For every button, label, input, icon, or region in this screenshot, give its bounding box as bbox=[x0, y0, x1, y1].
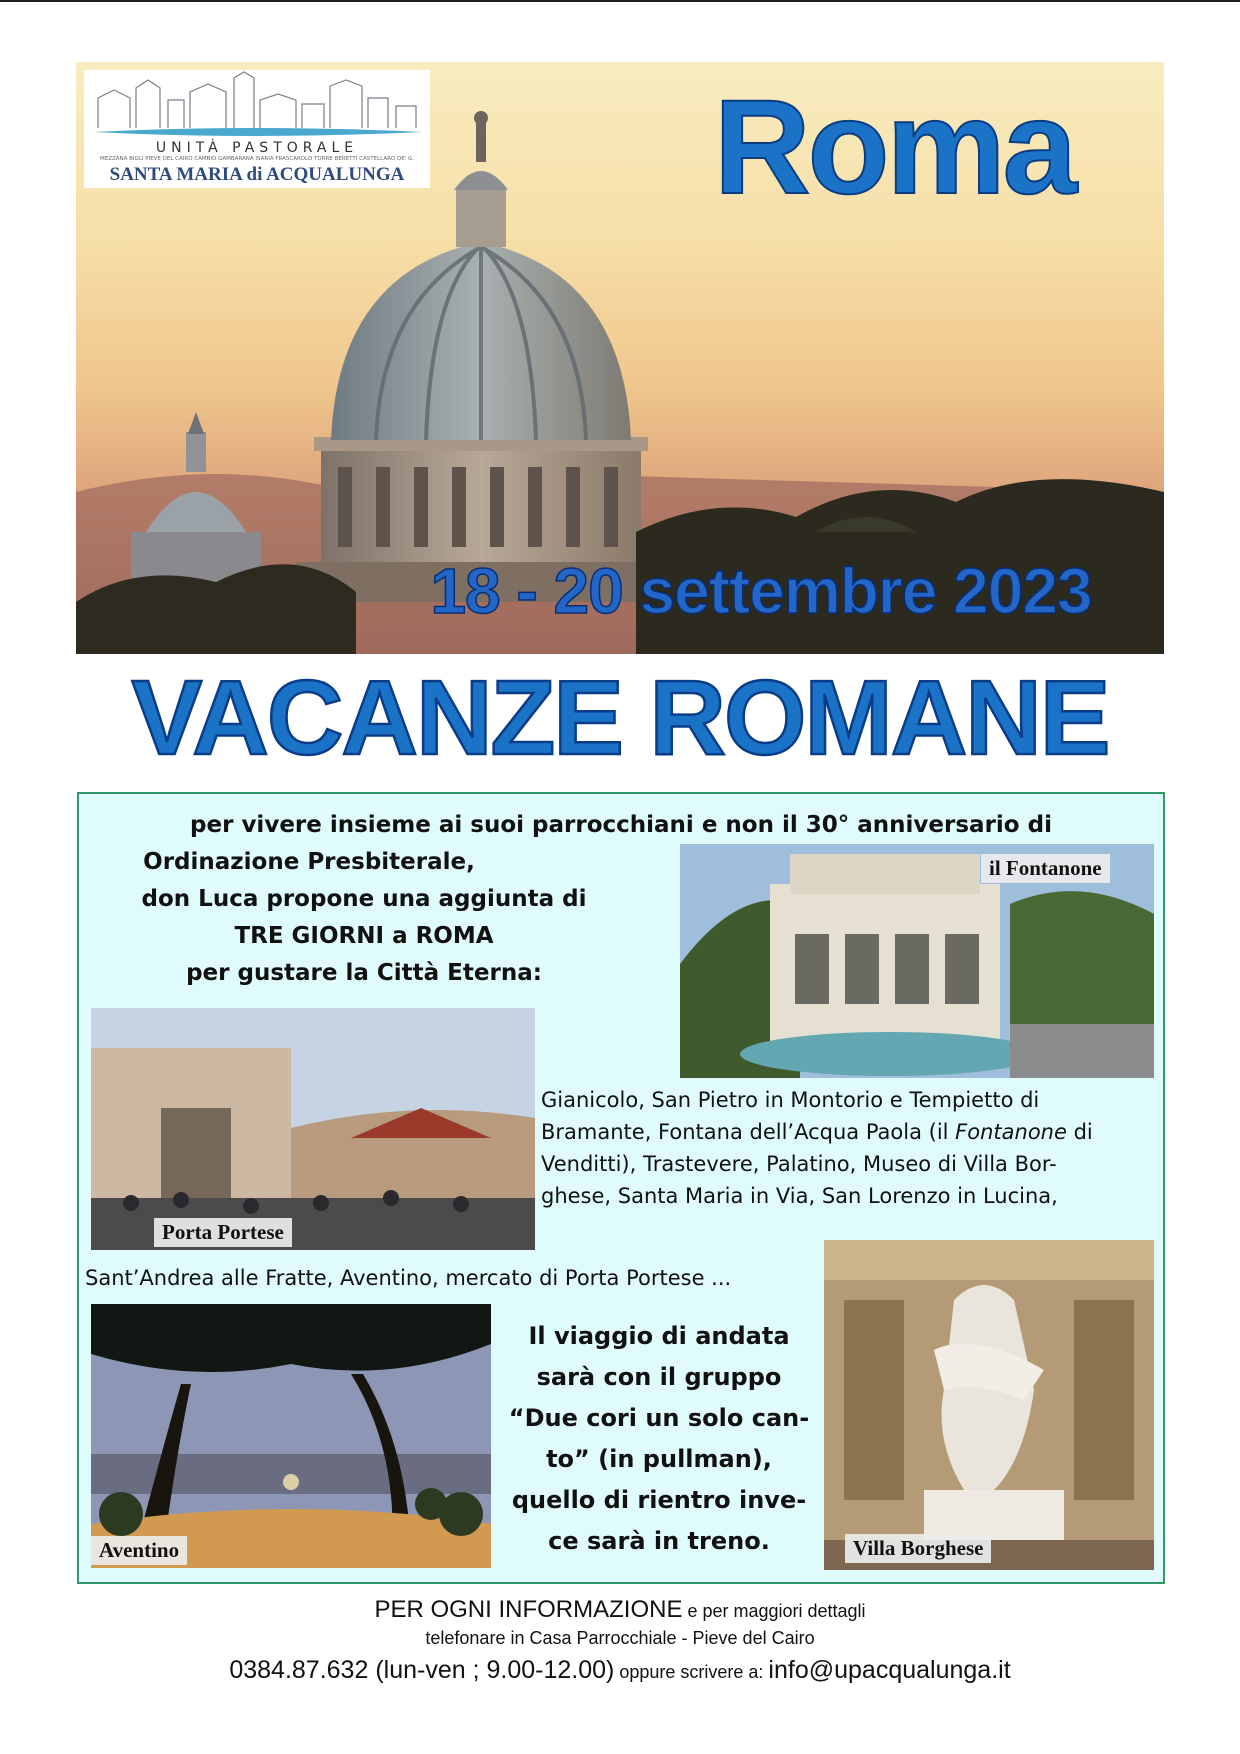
hero-image bbox=[76, 62, 1164, 654]
trip-text bbox=[499, 1316, 819, 1562]
places-line-1: Gianicolo, San Pietro in Montorio e Tempietto di bbox=[541, 1088, 1040, 1112]
places-line-5: Sant’Andrea alle Fratte, Aventino, mercato di Porta Portese ... bbox=[85, 1266, 732, 1290]
intro-line-5: per gustare la Città Eterna: bbox=[186, 960, 542, 986]
intro-line-1: per vivere insieme ai suoi parrocchiani e non il 30° anniversario di bbox=[190, 812, 1052, 838]
skyline-logo-icon bbox=[84, 70, 430, 142]
footer-info-bold: PER OGNI INFORMAZIONE bbox=[374, 1596, 683, 1623]
trip-line-2: sarà con il gruppo bbox=[536, 1363, 782, 1391]
intro-line-3: don Luca propone una aggiunta di bbox=[141, 886, 587, 912]
content-box bbox=[77, 792, 1165, 1584]
places-line-2-start: Bramante, Fontana dell’Acqua Paola (il bbox=[541, 1120, 956, 1144]
footer-email-link[interactable]: info@upacqualunga.it bbox=[768, 1656, 1011, 1684]
top-rule bbox=[0, 0, 1240, 2]
logo-line-1: UNITÀ PASTORALE bbox=[155, 140, 359, 156]
footer-phone: 0384.87.632 (lun-ven ; 9.00-12.00) bbox=[229, 1656, 615, 1684]
places-text bbox=[541, 1084, 1147, 1212]
caption-aventino: Aventino bbox=[91, 1536, 187, 1565]
footer-phone-line: telefonare in Casa Parrocchiale - Pieve del Cairo bbox=[425, 1628, 815, 1648]
logo-line-3: SANTA MARIA di ACQUALUNGA bbox=[109, 164, 405, 185]
photo-aventino bbox=[91, 1304, 491, 1568]
caption-villa-borghese: Villa Borghese bbox=[845, 1534, 991, 1563]
photo-porta-portese bbox=[91, 1008, 535, 1250]
trip-line-4: to” (in pullman), bbox=[546, 1445, 772, 1473]
trip-line-1: Il viaggio di andata bbox=[528, 1322, 790, 1350]
intro-line-2: Ordinazione Presbiterale, bbox=[143, 849, 475, 875]
footer-or-write: oppure scrivere a: bbox=[614, 1662, 769, 1682]
places-line-2-em: Fontanone bbox=[955, 1120, 1067, 1144]
hero-dates: 18 - 20 settembre 2023 bbox=[430, 555, 1092, 627]
hero-title: Roma bbox=[713, 73, 1075, 222]
parish-logo bbox=[84, 70, 430, 188]
places-line-3: Venditti), Trastevere, Palatino, Museo di Villa Bor- bbox=[541, 1152, 1057, 1176]
places-line-2-end: di bbox=[1066, 1120, 1093, 1144]
logo-line-2: MEZZANA BIGLI PIEVE DEL CAIRO CAMBIO GAMBARANA ISARIA FRASCAROLO TORRE BERETTI CASTELLARO DE' G. bbox=[100, 156, 414, 162]
intro-line-4: TRE GIORNI a ROMA bbox=[234, 923, 494, 949]
places-line-2 bbox=[541, 1116, 1147, 1148]
main-title: VACANZE ROMANE bbox=[131, 659, 1109, 777]
caption-porta-portese: Porta Portese bbox=[154, 1218, 292, 1247]
caption-fontanone: il Fontanone bbox=[981, 854, 1110, 883]
trip-line-3: “Due cori un solo can- bbox=[508, 1404, 810, 1432]
footer-contact-line bbox=[0, 1656, 1240, 1685]
footer-info-rest: e per maggiori dettagli bbox=[682, 1601, 866, 1621]
footer-info-line bbox=[0, 1596, 1240, 1624]
trip-line-5: quello di rientro inve- bbox=[511, 1486, 807, 1514]
trip-line-6: ce sarà in treno. bbox=[548, 1527, 770, 1555]
places-line-4: ghese, Santa Maria in Via, San Lorenzo in Lucina, bbox=[541, 1184, 1058, 1208]
photo-villa-borghese bbox=[824, 1240, 1154, 1570]
